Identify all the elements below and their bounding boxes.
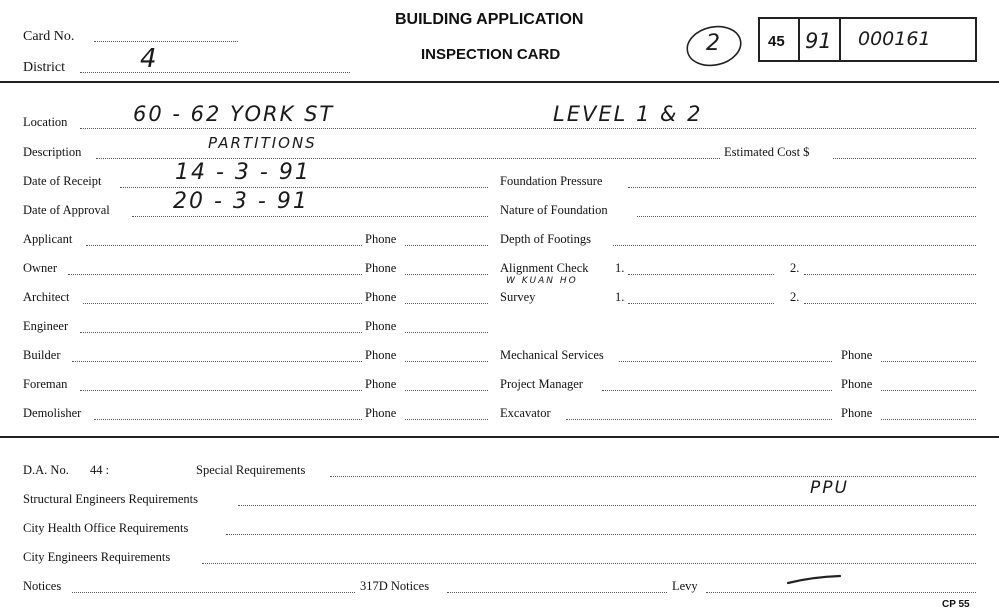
estimated-cost-label: Estimated Cost $	[724, 145, 810, 159]
demolisher-field[interactable]	[94, 419, 362, 420]
survey-1-field[interactable]	[628, 303, 774, 304]
nature-foundation-label: Nature of Foundation	[500, 203, 608, 217]
builder-field[interactable]	[72, 361, 362, 362]
mechanical-phone-label: Phone	[841, 348, 873, 362]
date-receipt-label: Date of Receipt	[23, 174, 102, 188]
mechanical-phone-field[interactable]	[881, 361, 976, 362]
architect-field[interactable]	[83, 303, 362, 304]
health-requirements-label: City Health Office Requirements	[23, 521, 189, 535]
da-no-value: 44 :	[90, 463, 110, 477]
description-field[interactable]	[96, 158, 720, 159]
alignment-check-2-label: 2.	[790, 261, 800, 275]
structural-requirements-value: PPU	[810, 478, 849, 498]
survey-1-label: 1.	[615, 290, 625, 304]
project-manager-phone-label: Phone	[841, 377, 873, 391]
ref-number: 000161	[858, 28, 931, 50]
mechanical-services-label: Mechanical Services	[500, 348, 604, 362]
section-divider	[0, 436, 999, 438]
owner-phone-field[interactable]	[405, 274, 488, 275]
alignment-check-label: Alignment Check	[500, 261, 589, 275]
builder-phone-field[interactable]	[405, 361, 488, 362]
survey-2-field[interactable]	[804, 303, 976, 304]
demolisher-phone-field[interactable]	[405, 419, 488, 420]
applicant-field[interactable]	[86, 245, 362, 246]
notices-label: Notices	[23, 579, 62, 593]
survey-note: W KUAN HO	[506, 276, 578, 286]
demolisher-phone-label: Phone	[365, 406, 397, 420]
card-no-field[interactable]	[94, 41, 238, 42]
applicant-label: Applicant	[23, 232, 73, 246]
owner-phone-label: Phone	[365, 261, 397, 275]
ref-prefix: 45	[768, 33, 785, 50]
foreman-label: Foreman	[23, 377, 68, 391]
engineer-field[interactable]	[80, 332, 362, 333]
location-value: 60 - 62 YORK ST	[133, 102, 335, 126]
estimated-cost-field[interactable]	[833, 158, 976, 159]
builder-label: Builder	[23, 348, 61, 362]
levy-dash-mark	[784, 573, 844, 587]
survey-2-label: 2.	[790, 290, 800, 304]
city-engineers-requirements-label: City Engineers Requirements	[23, 550, 171, 564]
header-divider	[0, 81, 999, 83]
owner-field[interactable]	[68, 274, 362, 275]
depth-footings-label: Depth of Footings	[500, 232, 591, 246]
circled-number: 2	[706, 31, 722, 56]
architect-phone-field[interactable]	[405, 303, 488, 304]
foundation-pressure-label: Foundation Pressure	[500, 174, 603, 188]
demolisher-label: Demolisher	[23, 406, 82, 420]
health-requirements-field[interactable]	[226, 534, 976, 535]
excavator-phone-label: Phone	[841, 406, 873, 420]
alignment-check-1-label: 1.	[615, 261, 625, 275]
depth-footings-field[interactable]	[613, 245, 976, 246]
levy-field[interactable]	[706, 592, 976, 593]
architect-phone-label: Phone	[365, 290, 397, 304]
project-manager-label: Project Manager	[500, 377, 583, 391]
foreman-phone-label: Phone	[365, 377, 397, 391]
structural-requirements-field[interactable]	[238, 505, 976, 506]
district-field[interactable]	[80, 72, 350, 73]
special-requirements-field[interactable]	[330, 476, 976, 477]
location-field[interactable]	[80, 128, 976, 129]
da-no-label: D.A. No.	[23, 463, 69, 477]
notices-317d-label: 317D Notices	[360, 579, 430, 593]
foreman-field[interactable]	[80, 390, 362, 391]
form-title: BUILDING APPLICATION	[395, 11, 584, 28]
alignment-check-2-field[interactable]	[804, 274, 976, 275]
foreman-phone-field[interactable]	[405, 390, 488, 391]
card-no-label: Card No.	[23, 29, 75, 44]
excavator-label: Excavator	[500, 406, 551, 420]
date-receipt-value: 14 - 3 - 91	[175, 160, 311, 185]
survey-label: Survey	[500, 290, 536, 304]
project-manager-field[interactable]	[602, 390, 832, 391]
applicant-phone-label: Phone	[365, 232, 397, 246]
ref-year: 91	[805, 29, 832, 53]
levy-label: Levy	[672, 579, 698, 593]
excavator-phone-field[interactable]	[881, 419, 976, 420]
excavator-field[interactable]	[566, 419, 832, 420]
alignment-check-1-field[interactable]	[628, 274, 774, 275]
city-engineers-requirements-field[interactable]	[202, 563, 976, 564]
mechanical-services-field[interactable]	[619, 361, 832, 362]
applicant-phone-field[interactable]	[405, 245, 488, 246]
description-value: PARTITIONS	[208, 134, 317, 152]
location-level: LEVEL 1 & 2	[553, 102, 703, 126]
architect-label: Architect	[23, 290, 70, 304]
nature-foundation-field[interactable]	[637, 216, 976, 217]
structural-requirements-label: Structural Engineers Requirements	[23, 492, 198, 506]
notices-field[interactable]	[72, 592, 355, 593]
district-label: District	[23, 60, 65, 75]
date-approval-value: 20 - 3 - 91	[173, 189, 309, 214]
notices-317d-field[interactable]	[447, 592, 667, 593]
engineer-label: Engineer	[23, 319, 69, 333]
date-receipt-field[interactable]	[120, 187, 488, 188]
special-requirements-label: Special Requirements	[196, 463, 306, 477]
engineer-phone-field[interactable]	[405, 332, 488, 333]
builder-phone-label: Phone	[365, 348, 397, 362]
foundation-pressure-field[interactable]	[628, 187, 976, 188]
form-code: CP 55	[942, 599, 970, 610]
engineer-phone-label: Phone	[365, 319, 397, 333]
date-approval-label: Date of Approval	[23, 203, 110, 217]
project-manager-phone-field[interactable]	[881, 390, 976, 391]
location-label: Location	[23, 115, 68, 129]
owner-label: Owner	[23, 261, 58, 275]
description-label: Description	[23, 145, 82, 159]
date-approval-field[interactable]	[132, 216, 488, 217]
form-subtitle: INSPECTION CARD	[421, 46, 561, 63]
district-value: 4	[140, 44, 159, 74]
